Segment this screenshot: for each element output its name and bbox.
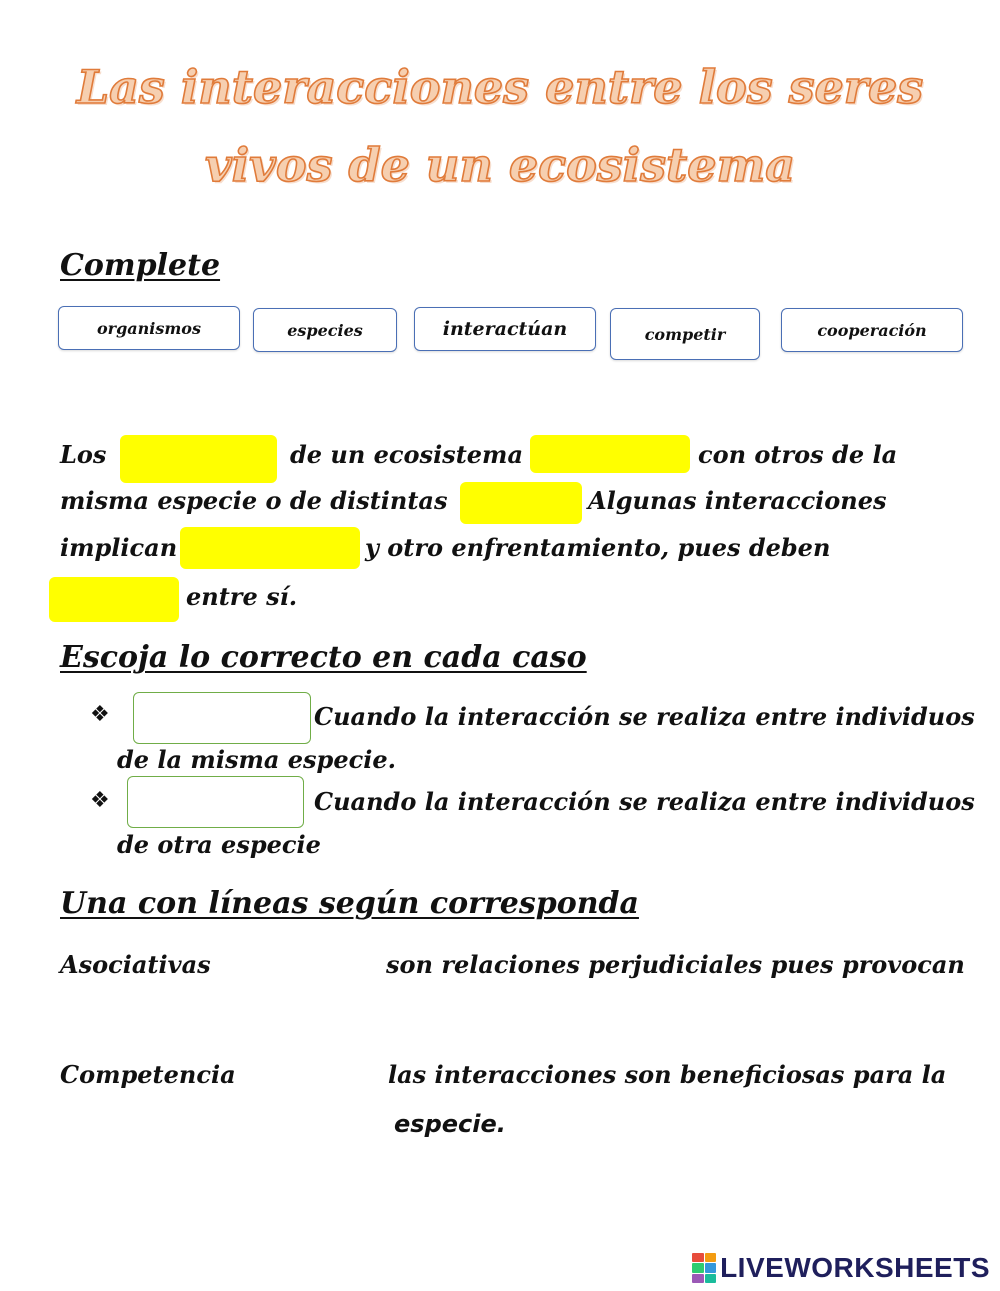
liveworksheets-logo-text: LIVEWORKSHEETS [720,1252,990,1283]
logo-tile [705,1274,717,1283]
match-left-item[interactable]: Competencia [60,1060,236,1089]
blank-drop-4[interactable] [180,527,360,569]
logo-tile [705,1253,717,1262]
word-chip-interactuan[interactable]: interactúan [414,307,596,351]
choice-text: Cuando la interacción se realiza entre individuos [314,702,975,731]
paragraph-text: de un ecosistema [290,440,523,469]
match-right-item[interactable]: son relaciones perjudiciales pues provocan [386,950,965,979]
logo-tile [692,1253,704,1262]
match-heading: Una con líneas según corresponda [60,886,639,921]
paragraph-text: implican [60,533,178,562]
logo-tile [705,1263,717,1272]
diamond-bullet-icon: ❖ [90,702,110,727]
blank-drop-3[interactable] [460,482,582,524]
logo-tile [692,1274,704,1283]
word-chip-competir[interactable]: competir [610,308,760,360]
paragraph-text: Los [60,440,107,469]
word-chip-especies[interactable]: especies [253,308,397,352]
blank-drop-1[interactable] [120,435,277,483]
choice-text: de otra especie [117,830,321,859]
choose-heading: Escoja lo correcto en cada caso [60,640,587,675]
paragraph-text: y otro enfrentamiento, pues deben [365,533,831,562]
match-right-item[interactable]: las interacciones son beneficiosas para la [388,1060,947,1089]
complete-heading: Complete [60,248,221,283]
paragraph-text: Algunas interacciones [588,486,887,515]
diamond-bullet-icon: ❖ [90,788,110,813]
word-chip-cooperacion[interactable]: cooperación [781,308,963,352]
choice-text: Cuando la interacción se realiza entre individuos [314,787,975,816]
blank-drop-5[interactable] [49,577,179,622]
word-chip-organismos[interactable]: organismos [58,306,240,350]
choice-dropdown-2[interactable] [127,776,304,828]
choice-dropdown-1[interactable] [133,692,311,744]
liveworksheets-logo [692,1250,990,1286]
paragraph-text: misma especie o de distintas [60,486,448,515]
worksheet-title-line1: Las interacciones entre los seres [76,60,924,114]
match-right-item-continued: especie. [394,1110,506,1138]
liveworksheets-logo-icon [692,1253,716,1283]
paragraph-text: entre sí. [186,582,298,611]
logo-tile [692,1263,704,1272]
match-left-item[interactable]: Asociativas [60,950,211,979]
blank-drop-2[interactable] [530,435,690,473]
choice-text: de la misma especie. [117,745,396,774]
paragraph-text: con otros de la [698,440,898,469]
worksheet-title-line2: vivos de un ecosistema [204,138,796,192]
